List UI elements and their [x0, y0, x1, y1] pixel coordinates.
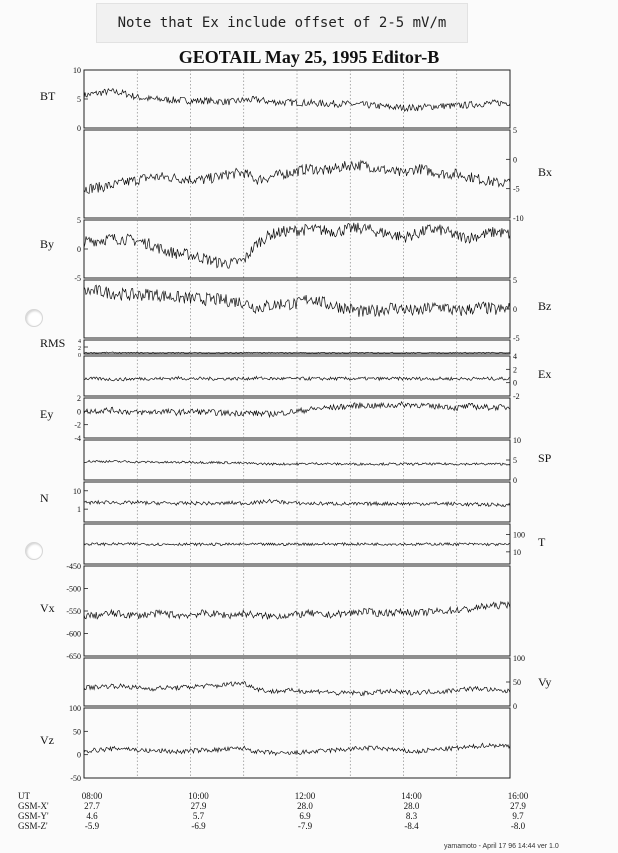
x-coord-value: -7.9 [297, 821, 313, 831]
x-coord-value: 5.7 [192, 811, 205, 821]
y-tick-label: 50 [73, 727, 81, 737]
x-coord-value: -8.4 [404, 821, 419, 831]
y-tick-label: -2 [513, 392, 520, 401]
panel-label-sp: SP [538, 451, 552, 465]
footer-credit: yamamoto - April 17 96 14:44 ver 1.0 [444, 843, 559, 850]
panel-label-by: By [40, 237, 55, 251]
y-tick-label: 4 [78, 339, 81, 345]
y-tick-label: 0 [77, 750, 81, 760]
y-tick-label: -4 [74, 434, 81, 443]
chart-title: GEOTAIL May 25, 1995 Editor-B [178, 47, 440, 67]
y-tick-label: 0 [513, 476, 517, 485]
panel-n [40, 482, 510, 522]
panel-t [84, 524, 546, 564]
series-line-vz [84, 743, 510, 755]
panel-label-bz: Bz [538, 299, 552, 313]
x-coord-value: -5.9 [84, 821, 100, 831]
y-tick-label: 5 [513, 126, 517, 135]
x-axis-table [18, 791, 529, 831]
panel-bx [84, 126, 552, 223]
y-tick-label: 5 [77, 95, 81, 104]
x-coord-value: 4.6 [86, 811, 98, 821]
y-tick-label: -650 [66, 652, 81, 661]
y-tick-label: 5 [513, 276, 517, 285]
x-row-label: GSM-Z' [18, 821, 48, 831]
y-tick-label: 0 [513, 155, 517, 165]
x-coord-value: 6.9 [299, 811, 311, 821]
panel-ex [84, 352, 551, 401]
panel-ey [40, 394, 510, 443]
y-tick-label: 0 [513, 378, 517, 388]
panel-label-rms: RMS [40, 336, 66, 350]
y-tick-label: 10 [513, 547, 521, 557]
y-tick-label: 5 [77, 216, 81, 225]
x-coord-value: 28.0 [297, 801, 313, 811]
x-coord-value: -8.0 [510, 821, 526, 831]
y-tick-label: -10 [513, 214, 524, 223]
panel-bz [84, 276, 551, 343]
panel-label-bt: BT [40, 89, 56, 103]
y-tick-label: 2 [78, 346, 81, 352]
panel-label-t: T [538, 535, 546, 549]
panel-label-ey: Ey [40, 407, 54, 421]
panel-label-vz: Vz [40, 733, 54, 747]
panel-label-bx: Bx [538, 165, 553, 179]
x-tick-label: 08:00 [81, 791, 103, 801]
y-tick-label: -5 [74, 274, 81, 283]
y-tick-label: -50 [70, 774, 81, 783]
y-tick-label: -550 [66, 607, 81, 616]
series-line-ey [84, 402, 510, 417]
x-row-label: GSM-Y' [18, 811, 49, 821]
y-tick-label: 100 [69, 704, 81, 713]
y-tick-label: 0 [513, 702, 517, 711]
y-tick-label: 10 [73, 486, 81, 496]
x-coord-value: 27.7 [84, 801, 100, 811]
x-tick-label: 10:00 [188, 791, 209, 801]
y-tick-label: -5 [513, 184, 520, 194]
y-tick-label: 2 [77, 394, 81, 403]
y-tick-label: 0 [77, 124, 81, 133]
y-tick-label: -2 [74, 420, 81, 430]
x-tick-label: 14:00 [401, 791, 422, 801]
panel-bt [40, 66, 510, 133]
y-tick-label: 5 [513, 456, 517, 465]
panel-vx [40, 562, 510, 661]
panel-label-n: N [40, 491, 49, 505]
y-tick-label: 100 [513, 530, 525, 540]
panel-vz [40, 704, 510, 783]
series-line-rms [84, 352, 510, 353]
y-tick-label: 0 [77, 245, 81, 254]
y-tick-label: -600 [66, 629, 81, 639]
x-row-label: GSM-X' [18, 801, 49, 811]
note-text: Note that Ex include offset of 2-5 mV/m [117, 15, 447, 31]
x-tick-label: 16:00 [507, 791, 529, 801]
y-tick-label: 4 [513, 352, 517, 361]
series-line-vx [84, 602, 510, 620]
panel-frame [84, 398, 510, 438]
x-coord-value: 28.0 [403, 801, 420, 811]
x-coord-value: 27.9 [510, 801, 526, 811]
series-line-ex [84, 376, 510, 381]
panel-label-ex: Ex [538, 367, 552, 381]
x-coord-value: 9.7 [512, 811, 524, 821]
panel-sp [84, 436, 552, 485]
panel-by [40, 216, 510, 283]
y-tick-label: 1 [77, 505, 81, 515]
panel-vy [84, 654, 551, 711]
panel-label-vy: Vy [538, 675, 552, 689]
x-row-label: UT [18, 791, 30, 801]
x-coord-value: 8.3 [405, 811, 418, 821]
y-tick-label: -500 [66, 584, 81, 594]
y-tick-label: 100 [513, 654, 525, 663]
y-tick-label: 10 [513, 436, 521, 445]
panel-frame [84, 440, 510, 480]
panel-frame [84, 356, 510, 396]
x-coord-value: -6.9 [191, 821, 206, 831]
y-tick-label: 0 [77, 407, 81, 417]
y-tick-label: -450 [66, 562, 81, 571]
y-tick-label: 10 [73, 66, 81, 75]
x-coord-value: 27.9 [190, 801, 207, 811]
y-tick-label: -5 [513, 334, 520, 343]
panel-label-vx: Vx [40, 601, 55, 615]
y-tick-label: 2 [513, 365, 517, 375]
panel-frame [84, 566, 510, 656]
y-tick-label: 50 [513, 678, 521, 687]
x-tick-label: 12:00 [294, 791, 316, 801]
y-tick-label: 0 [78, 353, 81, 359]
y-tick-label: 0 [513, 305, 517, 314]
